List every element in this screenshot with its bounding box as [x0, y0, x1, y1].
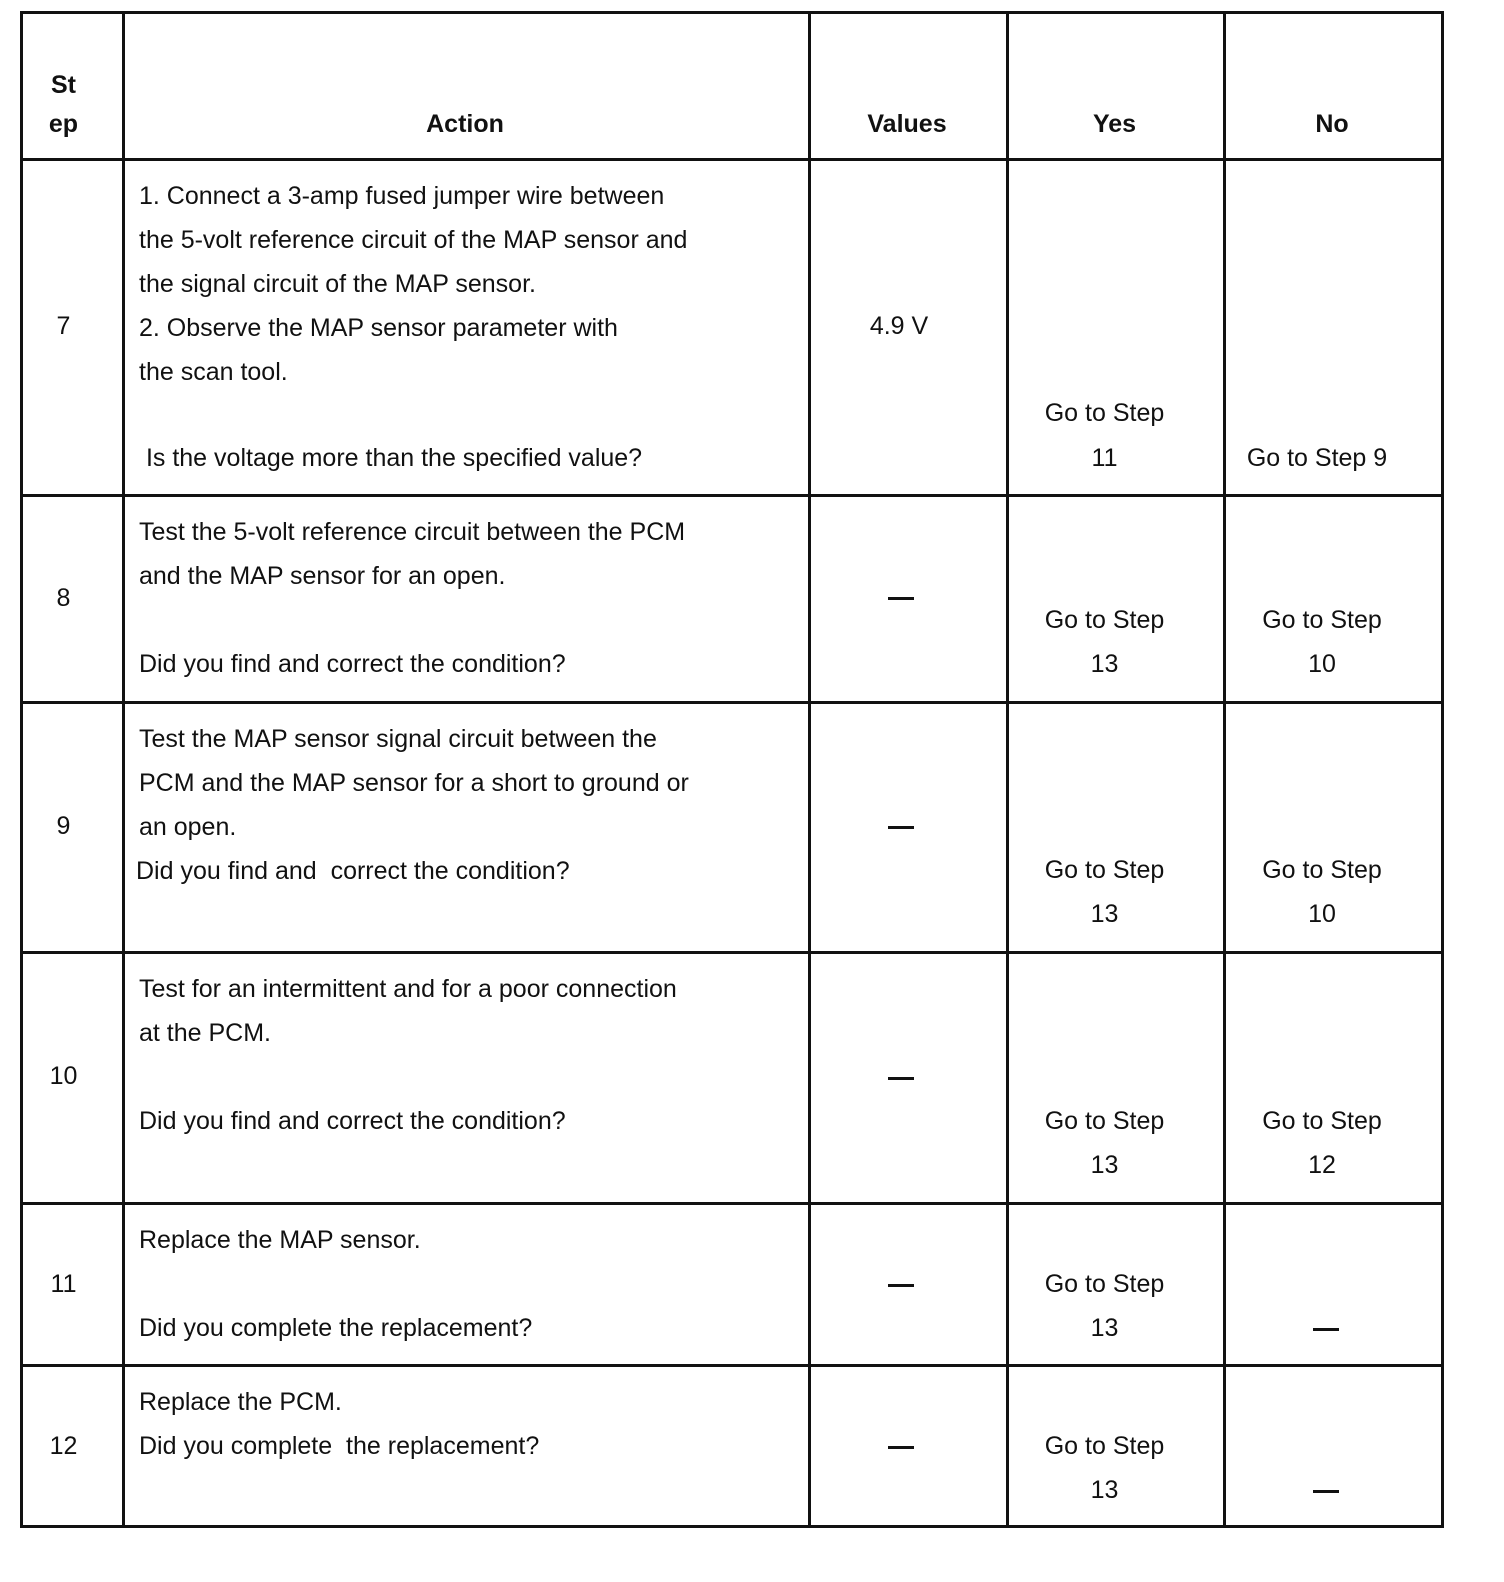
yes-step-line2: 13 — [1090, 1151, 1119, 1179]
row-divider — [23, 1364, 1441, 1367]
no-step-line2: 10 — [1308, 900, 1336, 928]
action-line: Test the 5-volt reference circuit between the PCM — [139, 518, 686, 546]
action-line: Test the MAP sensor signal circuit between the — [139, 725, 657, 753]
header-no: No — [1315, 110, 1349, 138]
header-yes: Yes — [1092, 110, 1137, 138]
spec-value: 4.9 V — [869, 312, 929, 340]
row-divider — [23, 951, 1441, 954]
no-step-line2: 12 — [1308, 1151, 1336, 1179]
action-question: Did you complete the replacement? — [139, 1314, 533, 1342]
action-line: the 5-volt reference circuit of the MAP sensor and — [139, 226, 688, 254]
no-value-dash — [888, 826, 914, 829]
step-number: 11 — [50, 1270, 77, 1298]
no-step-line2: 10 — [1308, 650, 1336, 678]
yes-step-line2: 13 — [1090, 900, 1119, 928]
no-step-line1: Go to Step — [1262, 856, 1382, 884]
row-divider — [23, 494, 1441, 497]
yes-step-line1: Go to Step — [1044, 1270, 1165, 1298]
no-step-dash — [1313, 1490, 1339, 1493]
no-value-dash — [888, 1077, 914, 1080]
yes-step-line1: Go to Step — [1044, 606, 1165, 634]
yes-step-line2: 13 — [1090, 1314, 1119, 1342]
action-line: and the MAP sensor for an open. — [139, 562, 506, 590]
no-step-line1: Go to Step — [1262, 1107, 1382, 1135]
yes-step-line1: Go to Step — [1044, 856, 1165, 884]
action-line: Replace the PCM. — [139, 1388, 342, 1416]
column-divider — [122, 14, 125, 1525]
action-line: the scan tool. — [139, 358, 288, 386]
header-step-line2: ep — [48, 110, 79, 138]
yes-step-line2: 11 — [1091, 444, 1118, 472]
yes-step-line2: 13 — [1090, 650, 1119, 678]
no-value-dash — [888, 597, 914, 600]
header-values: Values — [867, 110, 947, 138]
action-question: Is the voltage more than the specified value? — [139, 444, 643, 472]
action-line: PCM and the MAP sensor for a short to ground or — [139, 769, 689, 797]
row-divider — [23, 158, 1441, 161]
header-action: Action — [426, 110, 504, 138]
column-divider — [1223, 14, 1226, 1525]
step-number: 7 — [56, 312, 71, 340]
action-question: Did you find and correct the condition? — [136, 857, 570, 885]
action-line: 1. Connect a 3-amp fused jumper wire between — [139, 182, 665, 210]
action-line: Replace the MAP sensor. — [139, 1226, 421, 1254]
step-number: 10 — [49, 1062, 78, 1090]
action-question: Did you find and correct the condition? — [139, 650, 566, 678]
no-value-dash — [888, 1446, 914, 1449]
action-line: at the PCM. — [139, 1019, 271, 1047]
action-line: 2. Observe the MAP sensor parameter with — [139, 314, 618, 342]
row-divider — [23, 701, 1441, 704]
header-step-line1: St — [51, 71, 76, 99]
action-line: an open. — [139, 813, 237, 841]
row-divider — [23, 1202, 1441, 1205]
action-question: Did you find and correct the condition? — [139, 1107, 566, 1135]
yes-step-line1: Go to Step — [1044, 1432, 1165, 1460]
yes-step-line2: 13 — [1090, 1476, 1119, 1504]
column-divider — [808, 14, 811, 1525]
no-value-dash — [888, 1284, 914, 1287]
action-line: the signal circuit of the MAP sensor. — [139, 270, 536, 298]
no-step-line1: Go to Step — [1262, 606, 1382, 634]
action-line: Test for an intermittent and for a poor connection — [139, 975, 677, 1003]
action-question: Did you complete the replacement? — [139, 1432, 540, 1460]
no-step: Go to Step 9 — [1246, 444, 1388, 472]
yes-step-line1: Go to Step — [1044, 399, 1165, 427]
step-number: 9 — [56, 812, 71, 840]
yes-step-line1: Go to Step — [1044, 1107, 1165, 1135]
step-number: 8 — [56, 584, 71, 612]
no-step-dash — [1313, 1328, 1339, 1331]
step-number: 12 — [49, 1432, 78, 1460]
